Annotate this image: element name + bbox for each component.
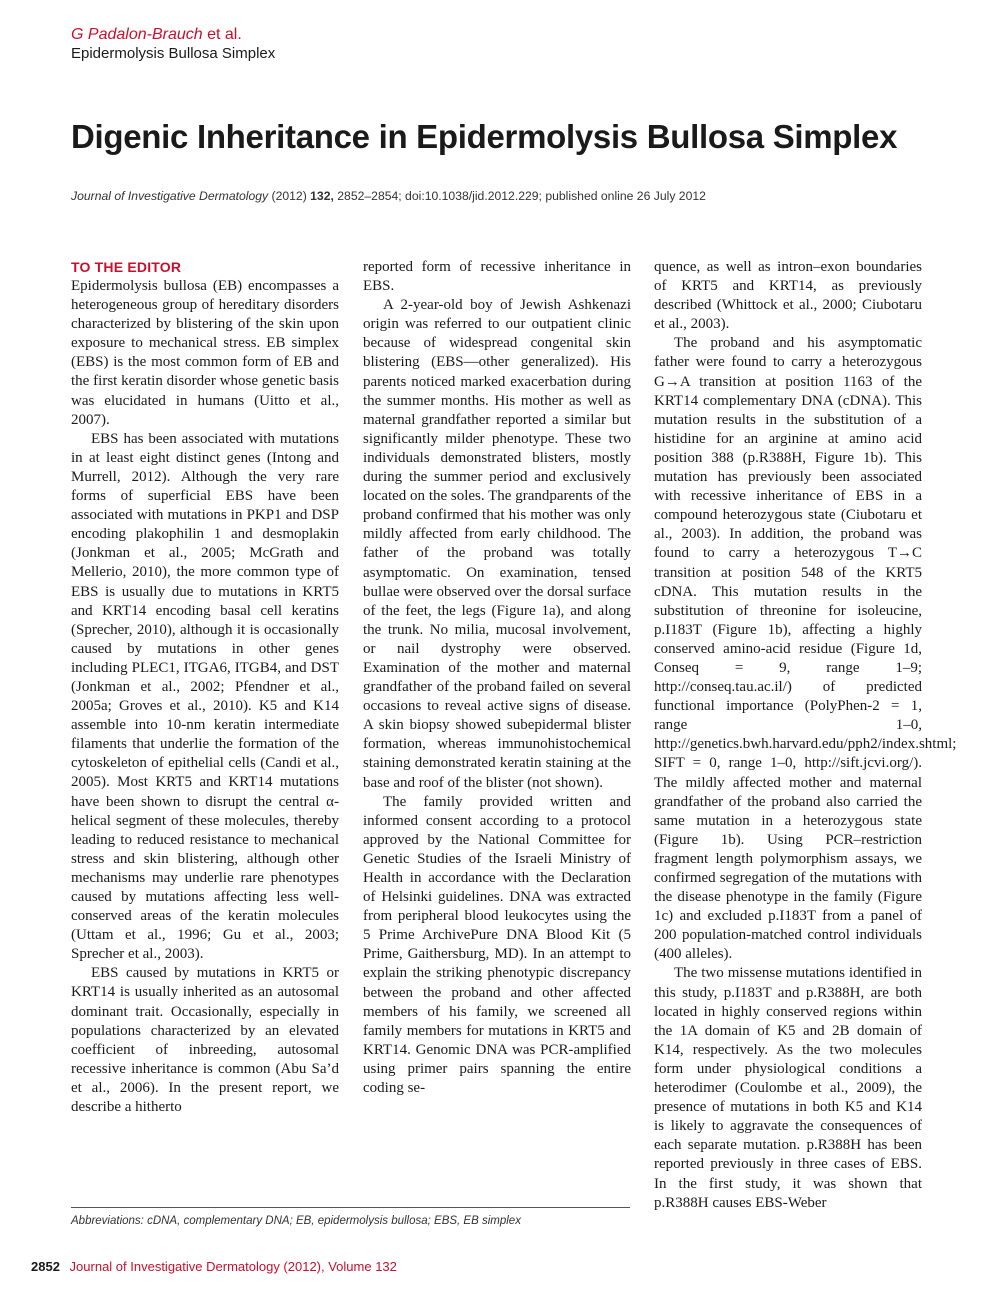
running-head-subtitle: Epidermolysis Bullosa Simplex: [71, 45, 276, 62]
paragraph: quence, as well as intron–exon boundaries of KRT5 and KRT14, as previously described (Whittock et al., 2000; Ciubotaru et al., 2003).: [654, 259, 922, 333]
paragraph: The proband and his asymptomatic father were found to carry a heterozygous G→A transition at position 1163 of the KRT14 complementary DNA (cDNA). This mutation results in the substitution of a histidine for an arginine at amino acid position 388 (p.R388H, Figure 1b). This mutation has previously been associated with recessive inheritance of EBS in a compound heterozygous state (Ciubotaru et al., 2003). In addition, the proband was found to carry a heterozygous T→C transition at position 548 of the KRT5 cDNA. This mutation results in the substitution of threonine for isoleucine, p.I183T (Figure 1b), affecting a highly conserved amino-acid residue (Figure 1d, Conseq = 9, range 1–9; http://conseq.tau.ac.il/) of predicted functional importance (PolyPhen-2 = 1, range 1–0, http://genetics.bwh.harvard.edu/pph2/index.shtml; SIFT = 0, range 1–0, http://sift.jcvi.org/). The mildly affected mother and maternal grandfather of the proband also carried the same mutation in a heterozygous state (Figure 1b). Using PCR–restriction fragment length polymorphism assays, we confirmed segregation of the mutations with the disease phenotype in the family (Figure 1c) and excluded p.I183T from a panel of 200 population-matched control individuals (400 alleles).: [654, 335, 957, 963]
citation-rest: 2852–2854; doi:10.1038/jid.2012.229; published online 26 July 2012: [333, 189, 706, 203]
author-name: G Padalon-Brauch: [71, 26, 203, 43]
footnote-divider: [71, 1207, 630, 1208]
paragraph: EBS caused by mutations in KRT5 or KRT14 is usually inherited as an autosomal dominant trait. Occasionally, especially in populations characterized by an elevated coefficient of inbreeding, autosomal recessive inheritance is common (Abu Sa’d et al., 2006). In the present report, we describe a hitherto: [71, 965, 339, 1116]
author-etal: et al.: [202, 26, 242, 43]
section-heading: TO THE EDITOR: [71, 259, 182, 275]
citation-volume: 132,: [310, 189, 334, 203]
paragraph: EBS has been associated with mutations in at least eight distinct genes (Intong and Murrell, 2012). Although the very rare forms of superficial EBS have been associated with mutations in PKP1 and DSP encoding plakophilin 1 and desmoplakin (Jonkman et al., 2005; McGrath and Mellerio, 2010), the more common type of EBS is usually due to mutations in KRT5 and KRT14 encoding basal cell keratins (Sprecher, 2010), although it is occasionally caused by mutations in other genes including PLEC1, ITGA6, ITGB4, and DST (Jonkman et al., 2002; Pfendner et al., 2005a; Groves et al., 2010). K5 and K14 assemble into 10-nm keratin intermediate filaments that underlie the formation of the cytoskeleton of epithelial cells (Candi et al., 2005). Most KRT5 and KRT14 mutations have been shown to disrupt the central α-helical segment of these molecules, thereby leading to reduced resistance to mechanical stress and skin blistering, although other mechanisms may underlie rare phenotypes caused by mutations affecting less well-conserved areas of the keratin molecules (Uttam et al., 1996; Gu et al., 2003; Sprecher et al., 2003).: [71, 430, 339, 963]
paragraph: The two missense mutations identified in this study, p.I183T and p.R388H, are both located in highly conserved regions within the 1A domain of K5 and 2B domain of K14, respectively. As the two molecules form under physiological conditions a heterodimer (Coulombe et al., 2009), the presence of mutations in both K5 and K14 is likely to aggravate the consequences of each separate mutation. p.R388H has been reported previously in three cases of EBS. In the first study, it was shown that p.R388H causes EBS-Weber: [654, 965, 922, 1211]
paragraph: reported form of recessive inheritance in EBS.: [363, 259, 631, 295]
paragraph: A 2-year-old boy of Jewish Ashkenazi origin was referred to our outpatient clinic because of widespread congenital skin blistering (EBS—other generalized). His parents noticed marked exacerbation during the summer months. His mother as well as maternal grandfather reported a similar but significantly milder phenotype. These two individuals demonstrated blisters, mostly during the summer period and exclusively located on the soles. The grandparents of the proband confirmed that his mother was only mildly affected from early childhood. The father of the proband was totally asymptomatic. On examination, tensed bullae were observed over the dorsal surface of the feet, the legs (Figure 1a), and along the trunk. No milia, mucosal involvement, or nail dystrophy were observed. Examination of the mother and maternal grandfather of the proband failed on several occasions to reveal active signs of disease. A skin biopsy showed subepidermal blister formation, whereas immunohistochemical staining demonstrated keratin staining at the base and roof of the blister (not shown).: [363, 297, 631, 791]
citation-year: (2012): [268, 189, 311, 203]
citation-journal: Journal of Investigative Dermatology: [71, 189, 269, 203]
column-2: [363, 258, 631, 1098]
paragraph: The family provided written and informed consent according to a protocol approved by the National Committee for Genetic Studies of the Israeli Ministry of Health in accordance with the Declaration of Helsinki guidelines. DNA was extracted from peripheral blood leukocytes using the 5 Prime ArchivePure DNA Blood Kit (5 Prime, Gaithersburg, MD). In an attempt to explain the striking phenotypic discrepancy between the proband and other affected members of his family, we screened all family members for mutations in KRT5 and KRT14. Genomic DNA was PCR-amplified using primer pairs spanning the entire coding se-: [363, 793, 631, 1097]
footer-journal: Journal of Investigative Dermatology (2012), Volume 132: [69, 1259, 397, 1274]
page-footer: [31, 1259, 397, 1274]
paragraph: Epidermolysis bullosa (EB) encompasses a heterogeneous group of hereditary disorders characterized by blistering of the skin upon exposure to mechanical stress. EB simplex (EBS) is the most common form of EB and the first keratin disorder whose genetic basis was elucidated in humans (Uitto et al., 2007).: [71, 278, 339, 428]
abbreviations-footnote: Abbreviations: cDNA, complementary DNA; EB, epidermolysis bullosa; EBS, EB simplex: [71, 1215, 521, 1227]
running-head-author: [71, 25, 275, 45]
citation-line: [71, 189, 931, 203]
article-title: Digenic Inheritance in Epidermolysis Bullosa Simplex: [71, 118, 898, 155]
page-number: 2852: [31, 1259, 60, 1274]
running-head: [71, 25, 275, 63]
column-1: [71, 258, 339, 1117]
column-3: [654, 258, 957, 1213]
